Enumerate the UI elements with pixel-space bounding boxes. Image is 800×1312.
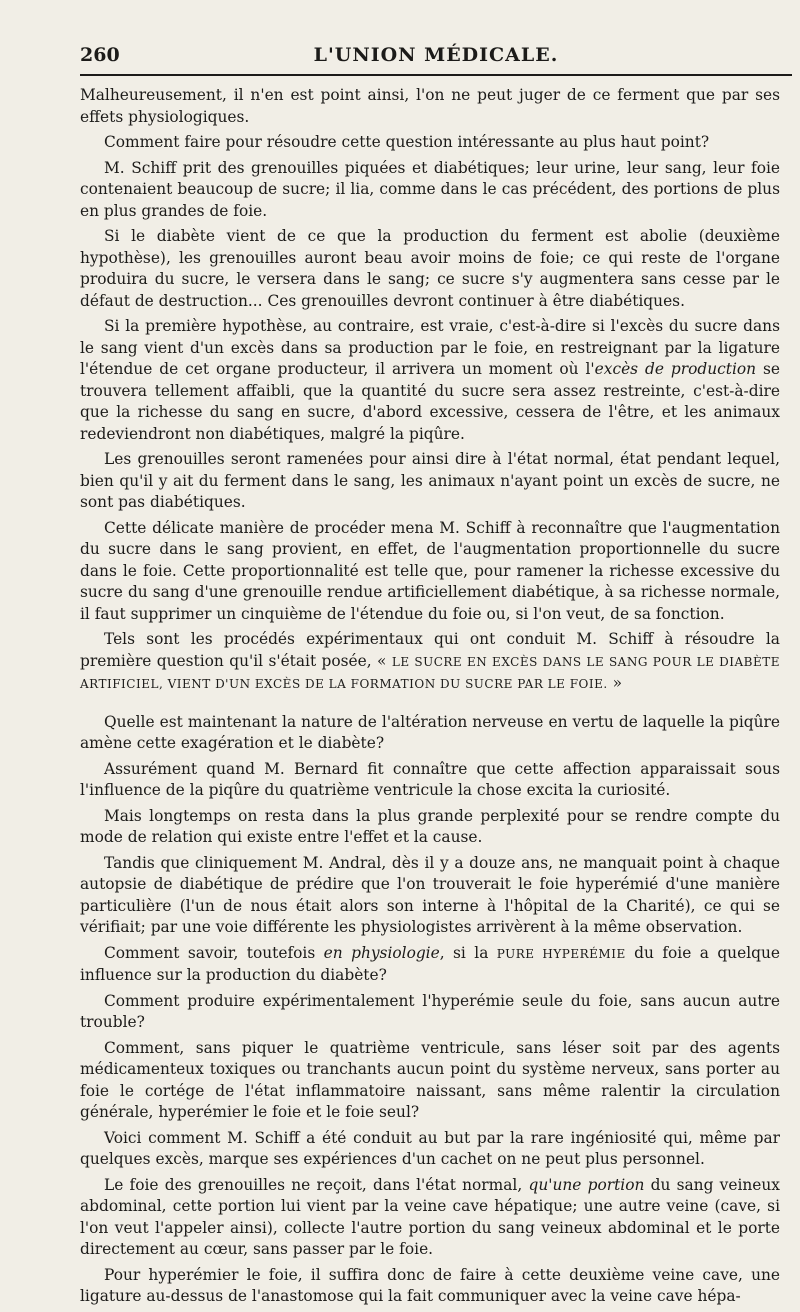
- text-run: Si la première hypothèse, au contraire, est vraie, c'est-à-dire si l'excès du sucre dans le sang vient d'un excès dans sa production par le foie, en restreignant par la ligature l'étendue de cet organe producteur, il arrivera un moment où l': [80, 317, 780, 378]
- section-gap: [80, 700, 780, 712]
- page-number: 260: [80, 44, 120, 66]
- text-run: du sang veineux abdominal, cette portion lui vient par la veine cave hépatique; une autre veine (cave, si l'on veut l'appeler ainsi), collecte l'autre portion du sang veineux abdominal et le porte directement au cœur, sans passer par le foie.: [80, 1175, 780, 1258]
- text-run: , si la: [439, 943, 497, 962]
- small-caps-run: LE SUCRE EN EXCÈS DANS LE SANG POUR LE DIABÈTE ARTIFICIEL, VIENT D'UN EXCÈS DE LA FORMATION DU SUCRE PAR LE FOIE.: [80, 654, 781, 691]
- paragraph: Cette délicate manière de procéder mena M. Schiff à reconnaître que l'augmentation du sucre dans le sang provient, en effet, de l'augmentation proportionnelle du sucre dans le foie. Cette proportionnalité est telle que, pour ramener la richesse excessive du sucre du sang d'une grenouille rendue artificiellement diabétique, à sa richesse normale, il faut supprimer un cinquième de l'étendue du foie ou, si l'on veut, de sa fonction.: [80, 518, 780, 623]
- paragraph: [80, 1175, 780, 1261]
- text-run: Le foie des grenouilles ne reçoit, dans l'état normal,: [104, 1175, 529, 1194]
- paragraph: Mais longtemps on resta dans la plus grande perplexité pour se rendre compte du mode de relation qui existe entre l'effet et la cause.: [80, 806, 780, 846]
- page-header: [80, 42, 792, 72]
- paragraph: Comment faire pour résoudre cette question intéressante au plus haut point?: [104, 133, 710, 151]
- paragraph: Pour hyperémier le foie, il suffira donc de faire à cette deuxième veine cave, une ligature au-dessus de l'anastomose qui la fait communiquer avec la veine cave hépa-: [80, 1265, 780, 1305]
- italic-run: excès de production: [594, 360, 757, 378]
- paragraph: Si le diabète vient de ce que la production du ferment est abolie (deuxième hypothèse), les grenouilles auront beau avoir moins de foie; ce qui reste de l'organe produira du sucre, le versera dans le sang; ce sucre s'y augmentera sans cesse par le défaut de destruction... Ces grenouilles devront continuer à être diabétiques.: [80, 227, 780, 310]
- body-text: [80, 85, 780, 1312]
- text-run: Comment savoir, toutefois: [104, 943, 324, 962]
- text-run: du foie a quelque influence sur la production du diabète?: [80, 943, 780, 984]
- text-run: Tels sont les procédés expérimentaux qui ont conduit M. Schiff à résoudre la première question qu'il s'était posée, «: [80, 630, 780, 670]
- paragraph: Quelle est maintenant la nature de l'altération nerveuse en vertu de laquelle la piqûre amène cette exagération et le diabète?: [80, 712, 780, 752]
- text-run: se trouvera tellement affaibli, que la quantité du sucre sera assez restreinte, c'est-à-dire que la richesse du sang en sucre, d'abord excessive, cessera de l'être, et les animaux redeviendront non diabétiques, malgré la piqûre.: [80, 360, 780, 443]
- paragraph: [80, 943, 780, 987]
- header-rule: [80, 74, 792, 76]
- small-caps-run: PURE HYPERÉMIE: [496, 946, 626, 961]
- paragraph: Voici comment M. Schiff a été conduit au but par la rare ingéniosité qui, même par quelques excès, marque ses expériences d'un cachet on ne peut plus personnel.: [80, 1128, 780, 1168]
- paragraph: Malheureusement, il n'en est point ainsi, l'on ne peut juger de ce ferment que par ses effets physiologiques.: [80, 86, 780, 126]
- paragraph: Comment produire expérimentalement l'hyperémie seule du foie, sans aucun autre trouble?: [80, 991, 780, 1031]
- paragraph: Tandis que cliniquement M. Andral, dès il y a douze ans, ne manquait point à chaque autopsie de diabétique de prédire que l'on trouverait le foie hyperémié d'une manière particulière (l'un de nous était alors son interne à l'hôpital de la Charité), ce qui se vérifiait; par une voie différente les physiologistes arrivèrent à la même observation.: [80, 853, 780, 936]
- paragraph: Assurément quand M. Bernard fit connaître que cette affection apparaissait sous l'influence de la piqûre du quatrième ventricule la chose excita la curiosité.: [80, 759, 780, 799]
- italic-run: en physiologie: [323, 943, 440, 962]
- paragraph: Les grenouilles seront ramenées pour ainsi dire à l'état normal, état pendant lequel, bien qu'il y ait du ferment dans le sang, les animaux n'ayant point un excès de sucre, ne sont pas diabétiques.: [80, 450, 780, 511]
- paragraph: [80, 316, 780, 445]
- running-title: L'UNION MÉDICALE.: [313, 44, 559, 66]
- text-run: »: [607, 674, 623, 692]
- paragraph: [80, 629, 780, 696]
- paragraph: M. Schiff prit des grenouilles piquées et diabétiques; leur urine, leur sang, leur foie contenaient beaucoup de sucre; il lia, comme dans le cas précédent, des portions de plus en plus grandes de foie.: [80, 158, 780, 220]
- paragraph: Comment, sans piquer le quatrième ventricule, sans léser soit par des agents médicamenteux toxiques ou tranchants aucun point du système nerveux, sans porter au foie le cortége de l'état inflammatoire naissant, sans même ralentir la circulation générale, hyperémier le foie et le foie seul?: [80, 1038, 780, 1121]
- italic-run: qu'une portion: [528, 1175, 645, 1194]
